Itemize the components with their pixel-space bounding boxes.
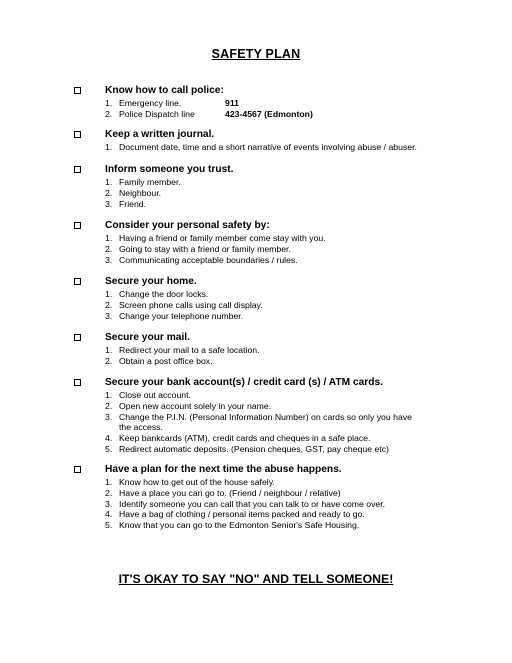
list-item <box>105 444 485 455</box>
section-heading: Know how to call police: <box>105 85 224 96</box>
list-item <box>105 488 485 499</box>
list-item <box>105 98 485 109</box>
list-item <box>105 401 485 412</box>
item-text: Change your telephone number. <box>119 310 244 321</box>
item-number: 3. <box>105 254 113 265</box>
list-item <box>105 188 485 199</box>
item-text: Document date, time and a short narrative of events involving abuse / abuser. <box>119 142 417 152</box>
item-list <box>105 390 485 455</box>
footer-slogan: IT'S OKAY TO SAY "NO" AND TELL SOMEONE! <box>118 572 394 586</box>
item-text: Know that you can go to the Edmonton Senior's Safe Housing. <box>119 520 360 531</box>
item-list <box>105 177 485 209</box>
list-item <box>105 345 485 356</box>
list-item <box>105 477 485 488</box>
item-text: Open new account solely in your name. <box>119 400 272 411</box>
item-text: Change the door locks. <box>119 289 209 299</box>
item-number: 5. <box>105 520 113 531</box>
section-heading: Have a plan for the next time the abuse happens. <box>105 464 342 475</box>
item-text: Friend. <box>119 198 147 209</box>
item-value: 423-4567 (Edmonton) <box>225 108 313 119</box>
checkbox-icon <box>74 466 81 473</box>
item-number: 3. <box>105 498 113 509</box>
item-text: Have a place you can go to. (Friend / neighbour / relative) <box>119 487 341 498</box>
item-text: Having a friend or family member come stay with you. <box>119 233 326 243</box>
item-number: 1. <box>105 142 113 152</box>
item-text: Close out account. <box>119 390 191 400</box>
item-number: 1. <box>105 177 113 187</box>
item-text: Have a bag of clothing / personal items packed and ready to go. <box>119 509 365 520</box>
item-text: Emergency line. <box>119 98 182 108</box>
item-number: 1. <box>105 233 113 243</box>
item-number: 2. <box>105 487 113 498</box>
item-text: Change the P.I.N. (Personal Information Number) on cards so only you have the access. <box>119 411 412 433</box>
item-text: Obtain a post office box. <box>119 355 213 366</box>
list-item <box>105 255 485 266</box>
item-number: 2. <box>105 299 113 310</box>
item-number: 1. <box>105 390 113 400</box>
checkbox-icon <box>74 87 81 94</box>
item-text: Communicating acceptable boundaries / rules. <box>119 254 298 265</box>
item-text: Know how to get out of the house safely. <box>119 477 275 487</box>
checkbox-icon <box>74 334 81 341</box>
item-number: 4. <box>105 509 113 520</box>
checkbox-icon <box>74 131 81 138</box>
list-item <box>105 244 485 255</box>
section-heading: Keep a written journal. <box>105 129 215 140</box>
item-text: Redirect your mail to a safe location. <box>119 345 260 355</box>
item-number: 4. <box>105 433 113 444</box>
item-text: Redirect automatic deposits. (Pension cheques, GST, pay cheque etc) <box>119 443 389 454</box>
list-item <box>105 109 485 120</box>
item-number: 2. <box>105 400 113 411</box>
item-list <box>105 233 485 265</box>
list-item <box>105 412 419 434</box>
item-list <box>105 289 485 321</box>
section-heading: Secure your bank account(s) / credit card (s) / ATM cards. <box>105 377 383 388</box>
section-heading: Consider your personal safety by: <box>105 220 270 231</box>
item-value: 911 <box>225 98 240 108</box>
list-item <box>105 433 485 444</box>
list-item <box>105 311 485 322</box>
item-text: Neighbour. <box>119 187 162 198</box>
section-heading: Secure your mail. <box>105 332 190 343</box>
item-list <box>105 142 485 153</box>
list-item <box>105 289 485 300</box>
list-item <box>105 390 485 401</box>
list-item <box>105 300 485 311</box>
item-number: 2. <box>105 355 113 366</box>
item-text: Going to stay with a friend or family member. <box>119 243 291 254</box>
list-item <box>105 356 485 367</box>
checkbox-icon <box>74 278 81 285</box>
item-number: 1. <box>105 98 113 108</box>
section-heading: Secure your home. <box>105 276 197 287</box>
item-number: 1. <box>105 289 113 299</box>
item-number: 3. <box>105 310 113 321</box>
list-item <box>105 233 485 244</box>
item-list <box>105 477 485 531</box>
item-list <box>105 345 485 367</box>
item-text: Police Dispatch line <box>119 108 195 119</box>
item-text: Keep bankcards (ATM), credit cards and cheques in a safe place. <box>119 433 371 444</box>
item-number: 3. <box>105 411 113 422</box>
item-number: 5. <box>105 443 113 454</box>
list-item <box>105 177 485 188</box>
item-text: Identify someone you can call that you can talk to or have come over. <box>119 498 386 509</box>
item-number: 2. <box>105 108 113 119</box>
list-item <box>105 199 485 210</box>
item-text: Family member. <box>119 177 181 187</box>
section-heading: Inform someone you trust. <box>105 164 234 175</box>
item-number: 3. <box>105 198 113 209</box>
checkbox-icon <box>74 379 81 386</box>
item-number: 2. <box>105 243 113 254</box>
item-number: 1. <box>105 345 113 355</box>
item-text: Screen phone calls using call display. <box>119 299 263 310</box>
item-list <box>105 98 485 120</box>
list-item <box>105 142 485 153</box>
checkbox-icon <box>74 166 81 173</box>
list-item <box>105 499 485 510</box>
item-number: 1. <box>105 477 113 487</box>
list-item <box>105 509 485 520</box>
page-title: SAFETY PLAN <box>211 47 301 61</box>
checkbox-icon <box>74 222 81 229</box>
list-item <box>105 520 485 531</box>
item-number: 2. <box>105 187 113 198</box>
